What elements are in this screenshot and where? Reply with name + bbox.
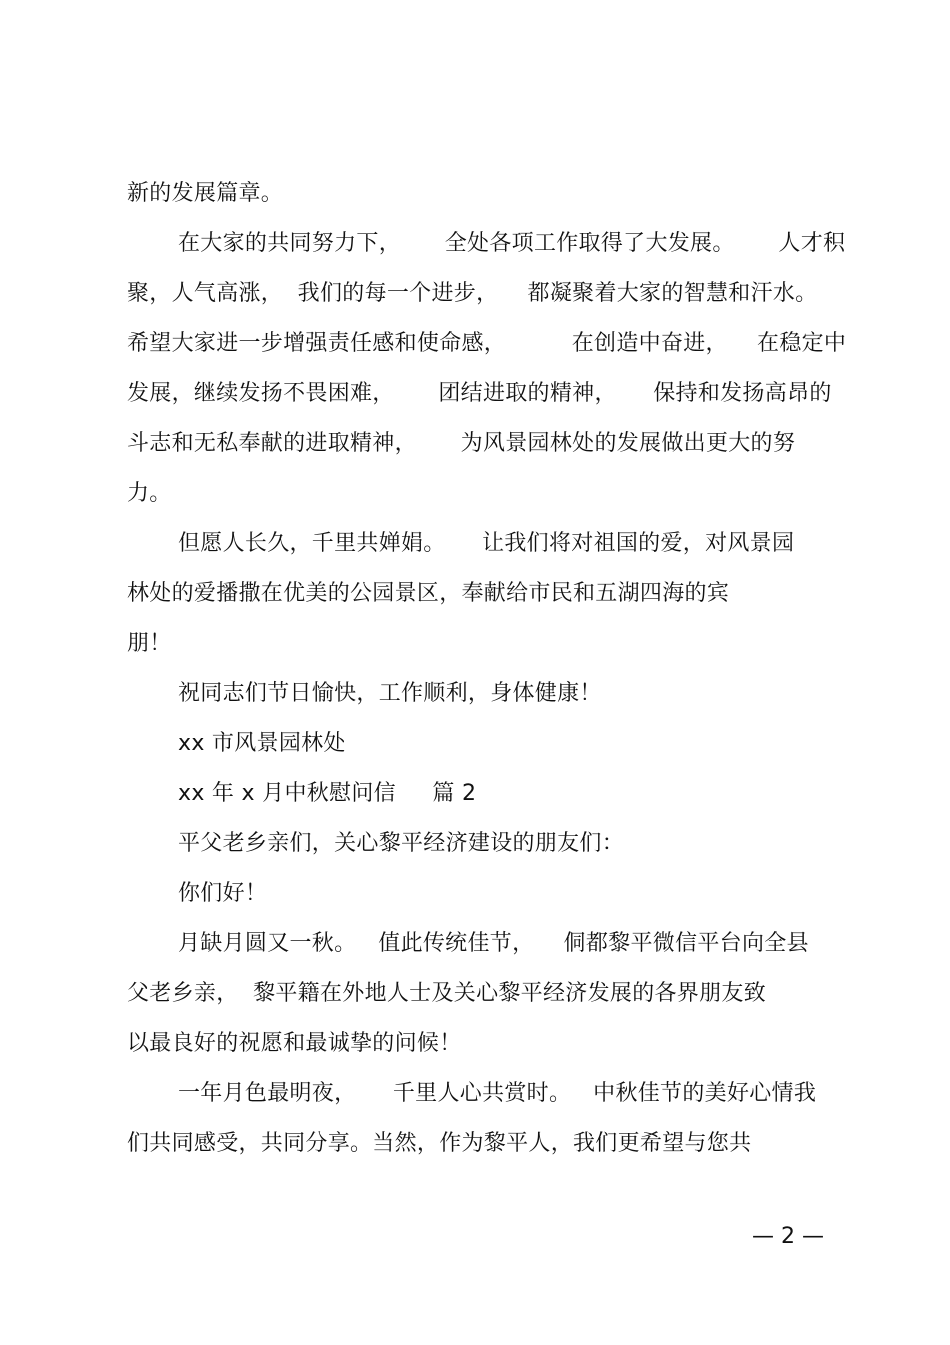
text-line: 发展，继续发扬不畏困难， 团结进取的精神， 保持和发扬高昂的	[127, 381, 832, 406]
salutation-line: 平父老乡亲们，关心黎平经济建设的朋友们：	[178, 831, 625, 856]
text-line: 新的发展篇章。	[127, 181, 284, 206]
text-line: 在大家的共同努力下， 全处各项工作取得了大发展。 人才积	[178, 231, 846, 256]
text-line: 聚，人气高涨， 我们的每一个进步， 都凝聚着大家的智慧和汗水。	[127, 281, 818, 306]
text-line: 月缺月圆又一秋。 值此传统佳节， 侗都黎平微信平台向全县	[178, 931, 809, 956]
text-line: 朋！	[127, 631, 172, 656]
page-number: — 2 —	[752, 1224, 824, 1249]
section-heading: xx 年 x 月中秋慰问信 篇 2	[178, 781, 477, 806]
text-line: 力。	[127, 481, 172, 506]
text-line: 们共同感受，共同分享。当然，作为黎平人，我们更希望与您共	[127, 1131, 752, 1156]
text-line: 但愿人长久，千里共婵娟。 让我们将对祖国的爱，对风景园	[178, 531, 795, 556]
text-line: 父老乡亲， 黎平籍在外地人士及关心黎平经济发展的各界朋友致	[127, 981, 766, 1006]
text-line: 希望大家进一步增强责任感和使命感， 在创造中奋进， 在稳定中	[127, 331, 847, 356]
text-line: 斗志和无私奉献的进取精神， 为风景园林处的发展做出更大的努	[127, 431, 796, 456]
text-line: 祝同志们节日愉快，工作顺利，身体健康！	[178, 681, 602, 706]
text-line: 以最良好的祝愿和最诚挚的问候！	[127, 1031, 462, 1056]
text-line: 林处的爱播撒在优美的公园景区，奉献给市民和五湖四海的宾	[127, 581, 730, 606]
signature-line: xx 市风景园林处	[178, 731, 346, 756]
text-line: 一年月色最明夜， 千里人心共赏时。 中秋佳节的美好心情我	[178, 1081, 817, 1106]
greeting-line: 你们好！	[178, 881, 268, 906]
